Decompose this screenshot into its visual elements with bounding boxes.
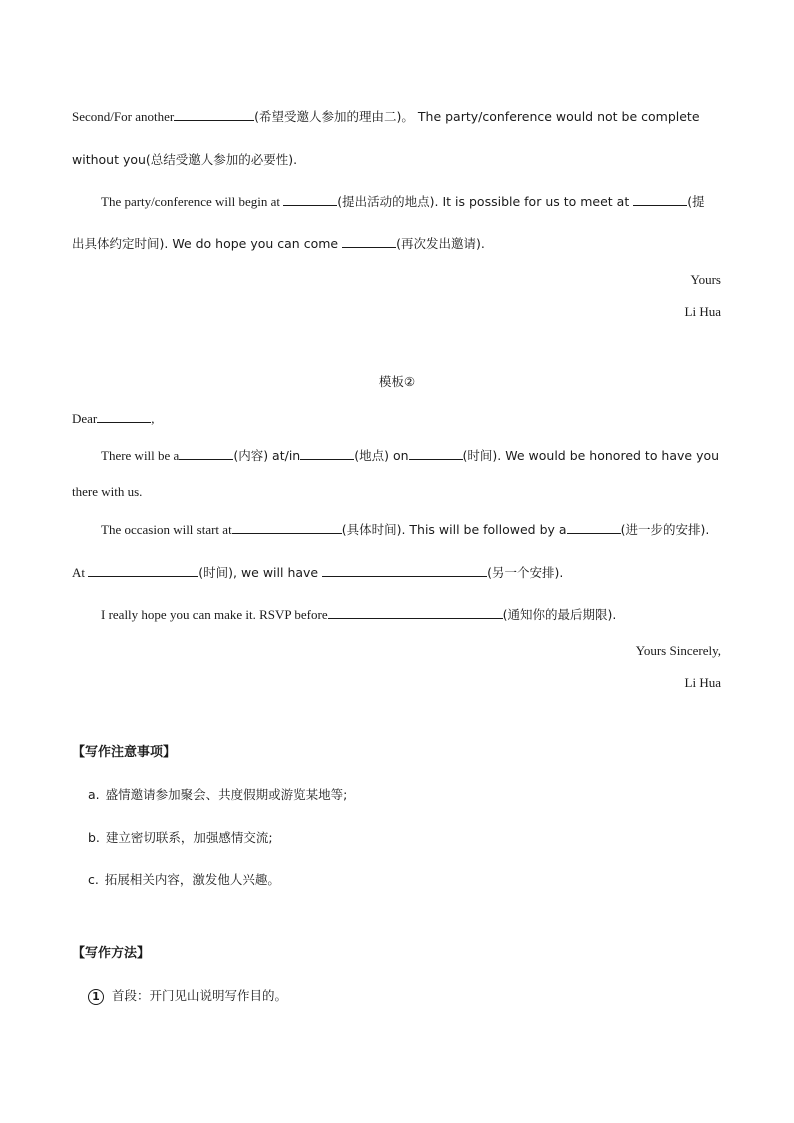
- t2-signature: Li Hua: [684, 675, 721, 690]
- t2-paragraph3: [101, 606, 616, 624]
- text: (提: [687, 194, 705, 209]
- fill-blank[interactable]: [300, 447, 354, 460]
- fill-blank[interactable]: [409, 447, 463, 460]
- t1-signature: Li Hua: [684, 304, 721, 319]
- text: 出具体约定时间). We do hope you can come: [72, 236, 343, 251]
- list-marker: b.: [88, 830, 100, 845]
- t2-paragraph2-line2: [72, 564, 563, 582]
- text: (再次发出邀请).: [396, 236, 485, 251]
- text: there with us.: [72, 484, 143, 499]
- text: (希望受邀人参加的理由二)。 The party/conference would not be complete: [254, 109, 700, 124]
- fill-blank[interactable]: [342, 235, 396, 248]
- t2-closing: Yours Sincerely,: [635, 643, 721, 658]
- text: (地点) on: [354, 448, 409, 463]
- fill-blank[interactable]: [322, 564, 487, 577]
- fill-blank[interactable]: [174, 108, 254, 121]
- text: (时间), we will have: [198, 565, 323, 580]
- fill-blank[interactable]: [232, 521, 342, 534]
- text: The party/conference will begin at: [101, 194, 284, 209]
- t1-paragraph2-line2: [72, 235, 485, 253]
- t2-paragraph2-line1: [101, 521, 709, 539]
- fill-blank[interactable]: [633, 193, 687, 206]
- t2-title: 模板②: [378, 374, 416, 389]
- fill-blank[interactable]: [97, 410, 151, 423]
- t1-paragraph2-line1: [101, 193, 705, 211]
- list-item-text: 拓展相关内容，激发他人兴趣。: [104, 872, 280, 887]
- text: (具体时间). This will be followed by a: [341, 522, 567, 537]
- t2-paragraph1-line1: [101, 447, 719, 465]
- list-item-text: 首段：开门见山说明写作目的。: [112, 988, 288, 1003]
- t2-paragraph1-line2: [72, 483, 142, 501]
- notes-heading: 【写作注意事项】: [72, 745, 177, 760]
- text: (时间). We would be honored to have you: [462, 448, 720, 463]
- fill-blank[interactable]: [328, 606, 503, 619]
- circled-number-icon: 1: [88, 989, 104, 1005]
- text: There will be a: [101, 448, 180, 463]
- text: ,: [151, 411, 155, 426]
- t2-salutation: [72, 410, 155, 428]
- text: (提出活动的地点). It is possible for us to meet at: [337, 194, 634, 209]
- text: Dear: [72, 411, 98, 426]
- method-heading: 【写作方法】: [72, 946, 151, 961]
- fill-blank[interactable]: [567, 521, 621, 534]
- list-marker: c.: [88, 872, 99, 887]
- text: (通知你的最后期限).: [502, 607, 617, 622]
- notes-item-b: [88, 829, 273, 847]
- text: At: [72, 565, 89, 580]
- text: (进一步的安排).: [620, 522, 710, 537]
- text: I really hope you can make it. RSVP before: [101, 607, 328, 622]
- t1-paragraph1-line2: [72, 151, 297, 169]
- text: (内容) at/in: [233, 448, 301, 463]
- list-item-text: 盛情邀请参加聚会、共度假期或游览某地等;: [105, 787, 348, 802]
- fill-blank[interactable]: [179, 447, 233, 460]
- fill-blank[interactable]: [88, 564, 198, 577]
- t1-paragraph1-line1: [72, 108, 700, 126]
- text: without you(总结受邀人参加的必要性).: [72, 152, 298, 167]
- text: (另一个安排).: [487, 565, 564, 580]
- text: The occasion will start at: [101, 522, 232, 537]
- list-item-text: 建立密切联系，加强感情交流;: [105, 830, 273, 845]
- notes-item-a: [88, 786, 347, 804]
- method-item-1: [88, 987, 287, 1005]
- t1-closing: Yours: [690, 272, 721, 287]
- fill-blank[interactable]: [283, 193, 337, 206]
- list-marker: a.: [88, 787, 100, 802]
- notes-item-c: [88, 871, 280, 889]
- text: Second/For another: [72, 109, 175, 124]
